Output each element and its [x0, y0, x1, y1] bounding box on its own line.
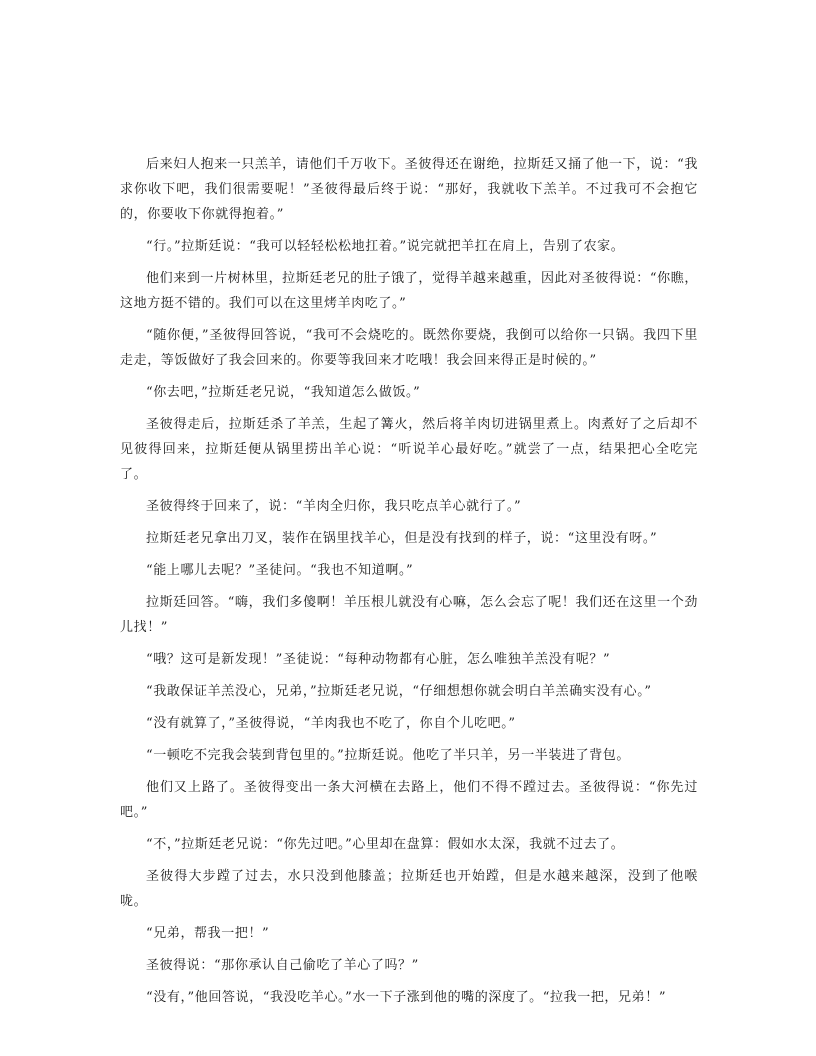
paragraph: 拉斯廷回答。“嗨，我们多傻啊！羊压根儿就没有心嘛，怎么会忘了呢！我们还在这里一个劲儿找！” — [120, 595, 698, 635]
paragraph: 圣彼得终于回来了，说：“羊肉全归你，我只吃点羊心就行了。” — [146, 499, 522, 514]
paragraph: 拉斯廷老兄拿出刀叉，装作在锅里找羊心，但是没有找到的样子，说：“这里没有呀。” — [146, 531, 658, 546]
paragraph: “没有就算了，”圣彼得说，“羊肉我也不吃了，你自个儿吃吧。” — [146, 716, 516, 731]
paragraph: “没有，”他回答说，“我没吃羊心。”水一下子涨到他的嘴的深度了。“拉我一把，兄弟！” — [146, 990, 667, 1005]
paragraph: 圣彼得走后，拉斯廷杀了羊羔，生起了篝火，然后将羊肉切进锅里煮上。肉煮好了之后却不见彼得回来，拉斯廷便从锅里捞出羊心说：“听说羊心最好吃。”就尝了一点，结果把心全吃完了。 — [120, 417, 698, 482]
paragraph: “兄弟，帮我一把！” — [146, 926, 270, 941]
paragraph: “哦？这可是新发现！”圣徒说：“每种动物都有心脏，怎么唯独羊羔没有呢？” — [146, 652, 611, 667]
paragraph: “随你便，”圣彼得回答说，“我可不会烧吃的。既然你要烧，我倒可以给你一只锅。我四下里走走，等饭做好了我会回来的。你要等我回来才吃哦！我会回来得正是时候的。” — [120, 328, 698, 368]
paragraph: 圣彼得大步蹚了过去，水只没到他膝盖；拉斯廷也开始蹚，但是水越来越深，没到了他喉咙。 — [120, 869, 698, 909]
paragraph: 后来妇人抱来一只羔羊，请他们千万收下。圣彼得还在谢绝，拉斯廷又捅了他一下，说：“我求你收下吧，我们很需要呢！”圣彼得最后终于说：“那好，我就收下羔羊。不过我可不会抱它的，你要收下你就得抱着。” — [120, 157, 698, 222]
paragraph: 他们又上路了。圣彼得变出一条大河横在去路上，他们不得不蹚过去。圣彼得说：“你先过吧。” — [120, 780, 698, 820]
paragraph: 他们来到一片树林里，拉斯廷老兄的肚子饿了，觉得羊越来越重，因此对圣彼得说：“你瞧，这地方挺不错的。我们可以在这里烤羊肉吃了。” — [120, 271, 698, 311]
paragraph: “不，”拉斯廷老兄说：“你先过吧。”心里却在盘算：假如水太深，我就不过去了。 — [146, 837, 625, 852]
paragraph: “能上哪儿去呢？”圣徒问。“我也不知道啊。” — [146, 563, 414, 578]
document-body — [120, 152, 698, 1017]
paragraph: “你去吧，”拉斯廷老兄说，“我知道怎么做饭。” — [146, 385, 421, 400]
paragraph: 圣彼得说：“那你承认自己偷吃了羊心了吗？” — [146, 958, 419, 973]
paragraph: “行。”拉斯廷说：“我可以轻轻松松地扛着。”说完就把羊扛在肩上，告别了农家。 — [146, 239, 625, 254]
paragraph: “我敢保证羊羔没心，兄弟，”拉斯廷老兄说，“仔细想想你就会明白羊羔确实没有心。” — [146, 684, 652, 699]
paragraph: “一顿吃不完我会装到背包里的。”拉斯廷说。他吃了半只羊，另一半装进了背包。 — [146, 748, 630, 763]
